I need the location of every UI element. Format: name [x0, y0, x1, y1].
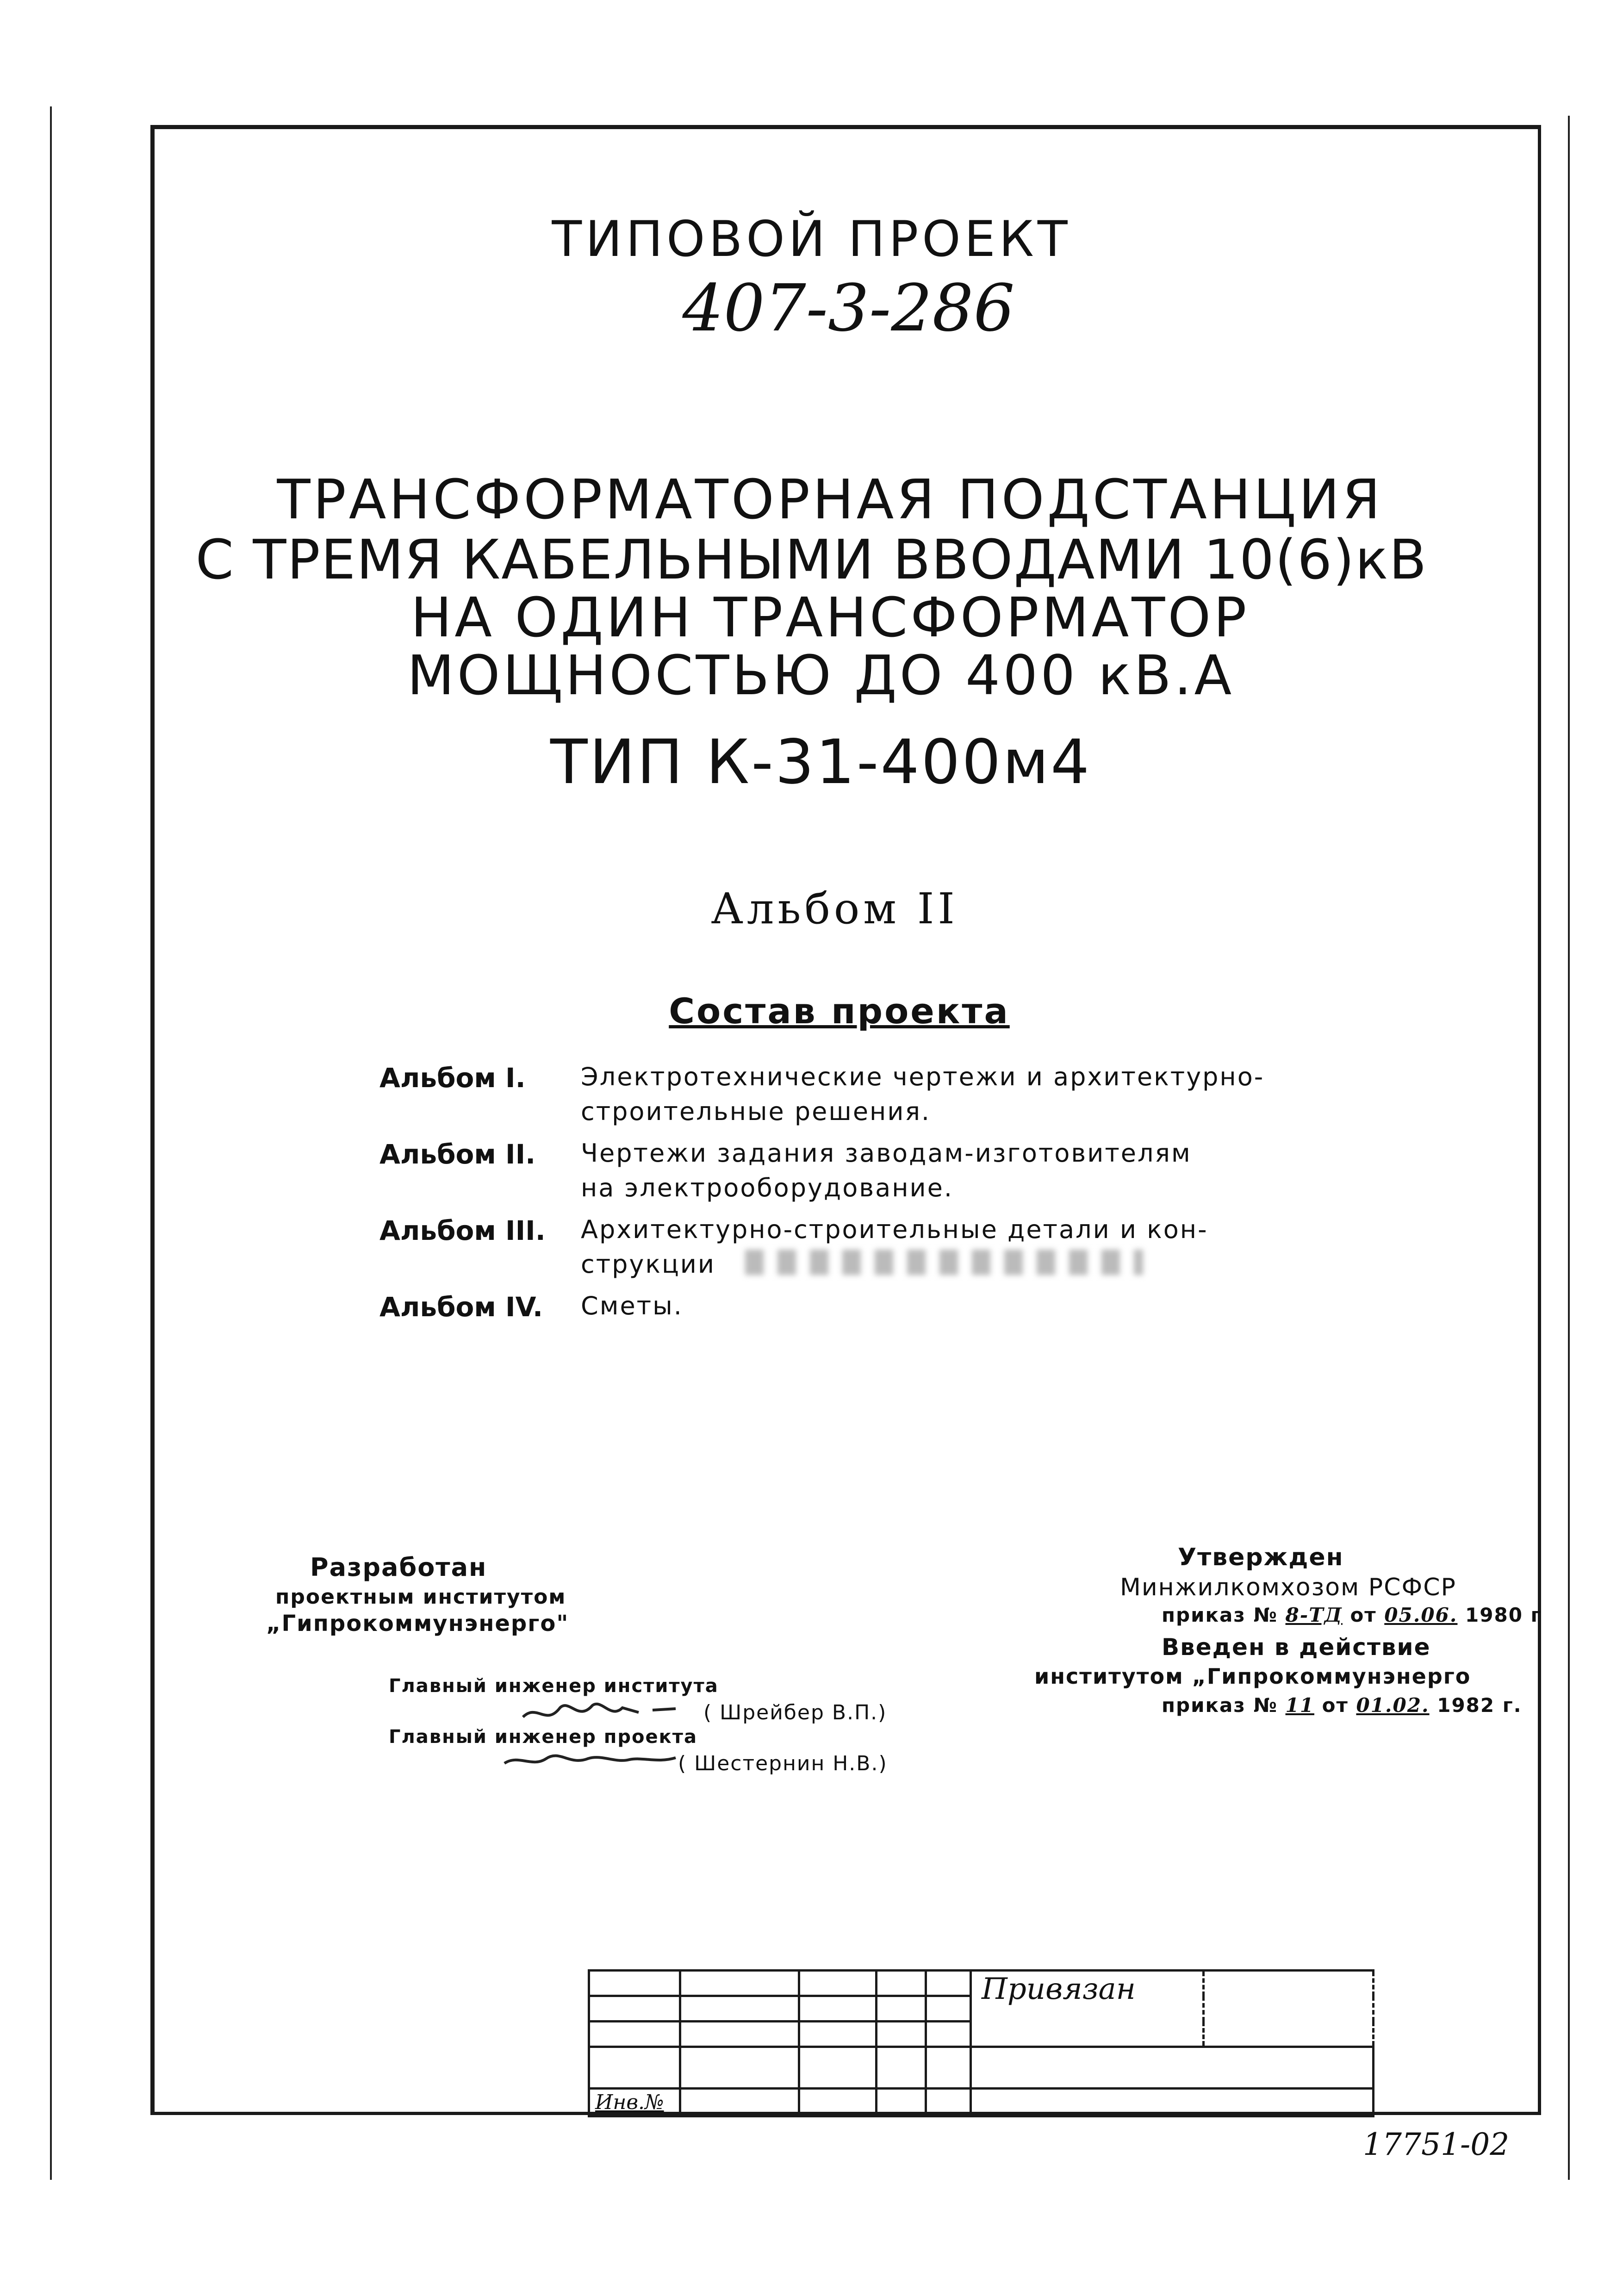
enacted-heading: Введен в действие [1162, 1634, 1431, 1661]
approved-order [1162, 1604, 1542, 1626]
chief-institute-name: ( Шрейбер В.П.) [703, 1701, 887, 1724]
contents-item-1-line-1: Электротехнические чертежи и архитектурно- [581, 1062, 1265, 1091]
order-year: 1980 г [1465, 1604, 1542, 1626]
blurred-text-fragment [745, 1250, 1143, 1275]
contents-item-3-line-1: Архитектурно-строительные детали и кон- [581, 1215, 1208, 1244]
order2-date-word: от [1322, 1694, 1349, 1717]
title-line-2: С ТРЕМЯ КАБЕЛЬНЫМИ ВВОДАМИ 10(6)кВ [195, 528, 1428, 591]
series-label: ТИПОВОЙ ПРОЕКТ [552, 211, 1071, 268]
chief-project-label: Главный инженер проекта [389, 1726, 697, 1748]
contents-item-3-label: Альбом III. [379, 1215, 546, 1246]
contents-item-2-label: Альбом II. [379, 1139, 536, 1170]
enacted-order [1162, 1694, 1522, 1717]
inv-no-label: Инв.№ [595, 2091, 664, 2114]
contents-item-2-line-1: Чертежи задания заводам-изготовителям [581, 1139, 1192, 1168]
order-date: 05.06. [1384, 1604, 1458, 1626]
page-reference: 17751-02 [1363, 2127, 1510, 2162]
contents-item-1-label: Альбом I. [379, 1062, 526, 1094]
approved-org: Минжилкомхозом РСФСР [1120, 1574, 1456, 1601]
order2-year: 1982 г. [1437, 1694, 1522, 1717]
order2-date: 01.02. [1356, 1694, 1430, 1717]
contents-item-4-label: Альбом IV. [379, 1291, 543, 1323]
developed-line-1: проектным институтом [275, 1585, 566, 1609]
scan-edge-left [50, 106, 52, 2180]
type-label: ТИП К-31-400м4 [550, 727, 1092, 798]
title-line-3: НА ОДИН ТРАНСФОРМАТОР [410, 585, 1250, 649]
album-label: Альбом II [711, 884, 958, 933]
order2-number: 11 [1285, 1694, 1314, 1717]
title-line-1: ТРАНСФОРМАТОРНАЯ ПОДСТАНЦИЯ [277, 467, 1383, 531]
contents-heading: Состав проекта [669, 990, 1010, 1032]
order-word: приказ № [1162, 1604, 1278, 1626]
scan-edge-right [1568, 116, 1570, 2180]
order2-word: приказ № [1162, 1694, 1278, 1717]
contents-item-3-line-2: струкции [581, 1250, 715, 1279]
title-line-4: МОЩНОСТЬЮ ДО 400 кВ.А [407, 643, 1235, 707]
chief-institute-label: Главный инженер института [389, 1675, 719, 1697]
developed-org: „Гипрокоммунэнерго" [266, 1611, 569, 1636]
project-number: 407-3-286 [682, 271, 1015, 346]
approved-heading: Утвержден [1178, 1543, 1344, 1571]
contents-item-1-line-2: строительные решения. [581, 1097, 931, 1126]
order-date-word: от [1350, 1604, 1377, 1626]
chief-project-name: ( Шестернин Н.В.) [678, 1752, 888, 1775]
enacted-by: институтом „Гипрокоммунэнерго [1034, 1664, 1471, 1689]
contents-item-2-line-2: на электрооборудование. [581, 1173, 954, 1202]
linked-label: Привязан [982, 1972, 1136, 2006]
stamp-table [588, 1969, 1374, 2117]
developed-heading: Разработан [310, 1553, 487, 1582]
contents-item-4-line-1: Сметы. [581, 1291, 683, 1320]
signature-2 [500, 1740, 685, 1777]
order-number: 8-ТД [1285, 1604, 1343, 1626]
